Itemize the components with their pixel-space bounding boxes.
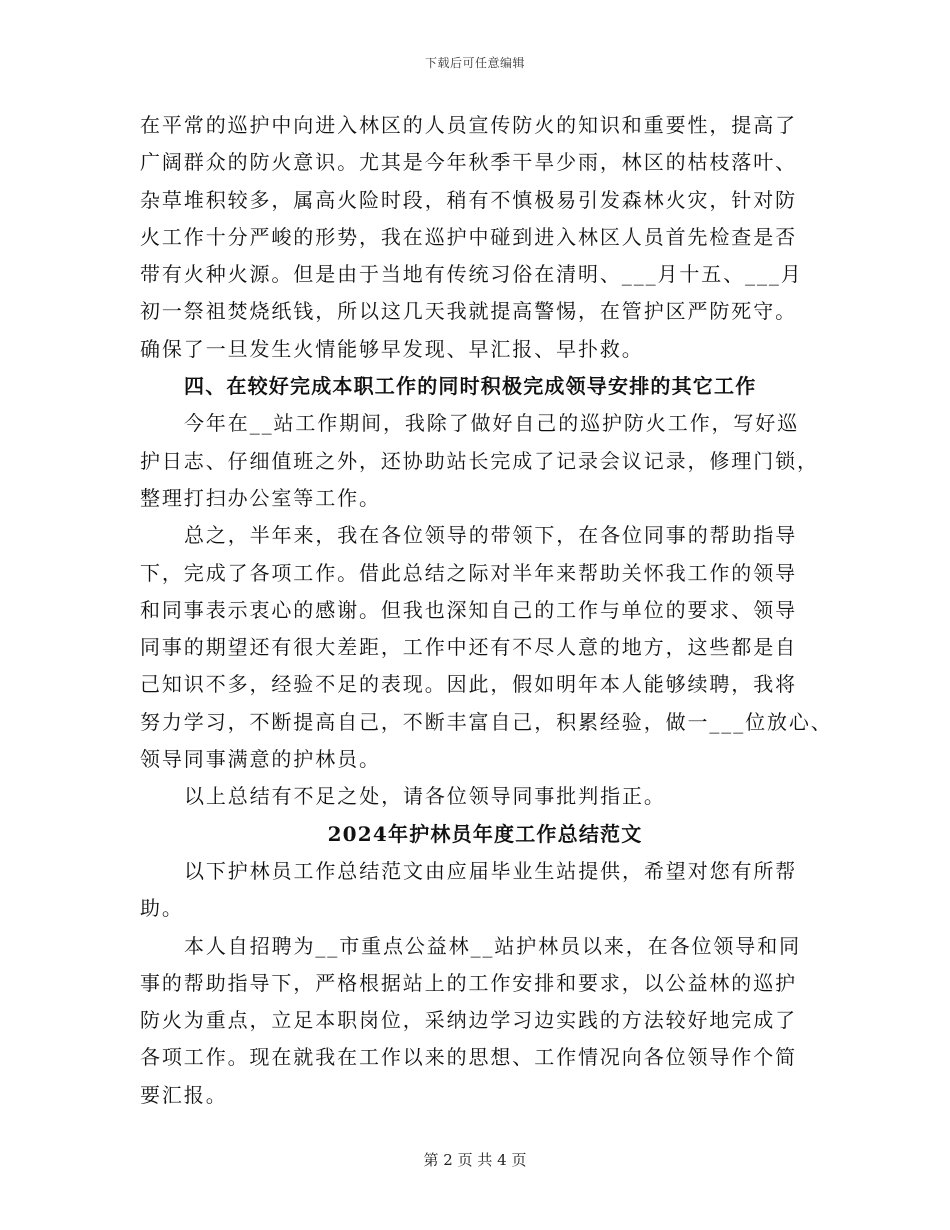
paragraph-line: 本人自招聘为__市重点公益林__站护林员以来，在各位领导和同: [184, 933, 801, 958]
paragraph-line: 同事的期望还有很大差距，工作中还有不尽人意的地方，这些都是自: [140, 635, 797, 660]
paragraph-line: 努力学习，不断提高自己，不断丰富自己，积累经验，做一___位放心、: [140, 709, 833, 734]
section-heading: 四、在较好完成本职工作的同时积极完成领导安排的其它工作: [184, 374, 757, 399]
page-header-note: 下载后可任意编辑: [424, 56, 525, 70]
page-number: 第 2 页 共 4 页: [423, 1151, 527, 1169]
paragraph-line: 己知识不多，经验不足的表现。因此，假如明年本人能够续聘，我将: [140, 672, 797, 697]
paragraph-line: 杂草堆积较多，属高火险时段，稍有不慎极易引发森林火灾，针对防: [140, 187, 797, 212]
paragraph-line: 带有火种火源。但是由于当地有传统习俗在清明、___月十五、___月: [140, 262, 803, 287]
paragraph-line: 和同事表示衷心的感谢。但我也深知自己的工作与单位的要求、领导: [140, 597, 797, 622]
paragraph-line: 防火为重点，立足本职岗位，采纳边学习边实践的方法较好地完成了: [140, 1008, 797, 1033]
paragraph-line: 在平常的巡护中向进入林区的人员宣传防火的知识和重要性，提高了: [140, 113, 797, 137]
paragraph-line: 事的帮助指导下，严格根据站上的工作安排和要求，以公益林的巡护: [140, 970, 797, 995]
paragraph-line: 总之，半年来，我在各位领导的带领下，在各位同事的帮助指导: [184, 523, 798, 548]
paragraph-line: 助。: [140, 896, 184, 921]
document-body: [140, 107, 833, 1114]
paragraph-line: 初一祭祖焚烧纸钱，所以这几天我就提高警惕，在管护区严防死守。: [140, 299, 797, 324]
paragraph-line: 领导同事满意的护林员。: [140, 747, 381, 772]
paragraph-line: 护日志、仔细值班之外，还协助站长完成了记录会议记录，修理门锁，: [140, 448, 819, 473]
paragraph-line: 下，完成了各项工作。借此总结之际对半年来帮助关怀我工作的领导: [140, 560, 797, 585]
paragraph-line: 各项工作。现在就我在工作以来的思想、工作情况向各位领导作个简: [140, 1045, 797, 1070]
document-title: 2024年护林员年度工作总结范文: [327, 821, 643, 846]
paragraph-line: 火工作十分严峻的形势，我在巡护中碰到进入林区人员首先检查是否: [140, 224, 797, 249]
paragraph-line: 整理打扫办公室等工作。: [140, 485, 381, 510]
paragraph-line: 确保了一旦发生火情能够早发现、早汇报、早扑救。: [140, 336, 644, 361]
paragraph-line: 今年在__站工作期间，我除了做好自己的巡护防火工作，写好巡: [184, 411, 800, 436]
paragraph-line: 以上总结有不足之处，请各位领导同事批判指正。: [184, 784, 666, 809]
paragraph-line: 以下护林员工作总结范文由应届毕业生站提供，希望对您有所帮: [184, 858, 798, 883]
paragraph-line: 广阔群众的防火意识。尤其是今年秋季干旱少雨，林区的枯枝落叶、: [140, 150, 797, 175]
paragraph-line: 要汇报。: [140, 1082, 228, 1107]
